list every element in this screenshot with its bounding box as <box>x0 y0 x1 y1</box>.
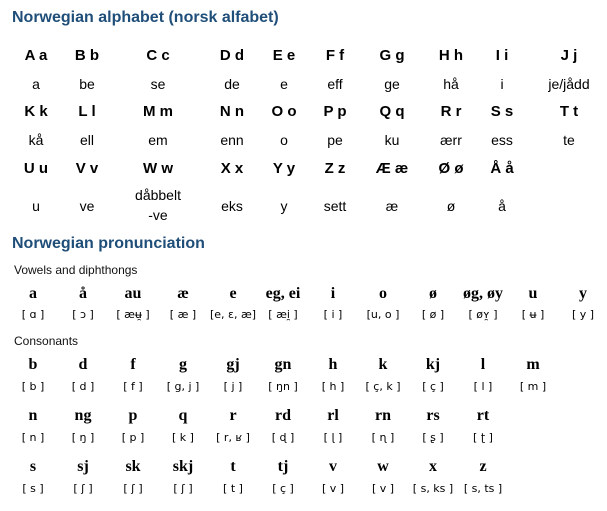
consonant-symbol: r <box>229 407 237 424</box>
vowels-label: Vowels and diphthongs <box>14 263 138 277</box>
alphabet-letter: Å å <box>490 160 514 177</box>
consonant-ipa: [ t ] <box>223 482 243 495</box>
alphabet-letter-name: ærr <box>440 132 462 148</box>
consonant-ipa: [ ç ] <box>272 482 294 495</box>
consonant-ipa: [ ʃ ] <box>173 482 193 495</box>
consonant-ipa: [ ʃ ] <box>123 482 143 495</box>
alphabet-letter-name: dåbbelt -ve <box>135 187 181 223</box>
consonant-symbol: sk <box>125 458 141 475</box>
consonants-label: Consonants <box>14 334 79 348</box>
alphabet-letter: I i <box>495 47 509 64</box>
alphabet-letter: S s <box>490 103 514 120</box>
consonant-ipa: [ f ] <box>123 380 143 393</box>
consonant-ipa: [ n ] <box>21 431 45 444</box>
vowel-ipa: [ æʉ̯ ] <box>116 308 150 321</box>
alphabet-letter: M m <box>143 103 173 120</box>
alphabet-letter-name: eff <box>327 76 343 92</box>
alphabet-letter-name: ø <box>446 198 456 214</box>
consonant-symbol: z <box>479 458 487 475</box>
consonant-symbol: rd <box>275 407 291 424</box>
vowel-symbol: i <box>330 285 336 302</box>
alphabet-letter: R r <box>440 103 462 120</box>
vowel-ipa: [ ø ] <box>421 308 445 321</box>
alphabet-letter-name: de <box>224 76 240 92</box>
consonant-symbol: l <box>480 356 486 373</box>
consonant-ipa: [ g, j ] <box>166 380 200 393</box>
consonant-ipa: [ k ] <box>172 431 194 444</box>
alphabet-letter-name: ess <box>491 132 513 148</box>
alphabet-letter-name: hå <box>443 76 459 92</box>
consonant-symbol: f <box>130 356 136 373</box>
alphabet-letter: P p <box>323 103 347 120</box>
alphabet-letter-name: ell <box>79 132 95 148</box>
consonant-ipa: [ d ] <box>71 380 95 393</box>
alphabet-letter-name: be <box>79 76 95 92</box>
consonant-symbol: s <box>29 458 37 475</box>
consonant-ipa: [ v ] <box>321 482 345 495</box>
consonant-ipa: [ p ] <box>121 431 145 444</box>
pronunciation-title: Norwegian pronunciation <box>12 235 205 252</box>
alphabet-letter: K k <box>24 103 48 120</box>
consonant-ipa: [ ʈ ] <box>473 431 493 444</box>
alphabet-letter: N n <box>219 103 245 120</box>
alphabet-letter: G g <box>379 47 405 64</box>
alphabet-letter-name: kå <box>28 132 44 148</box>
consonant-symbol: rl <box>327 407 339 424</box>
vowel-symbol: u <box>528 285 538 302</box>
consonant-ipa: [ j ] <box>223 380 243 393</box>
consonant-ipa: [ s ] <box>22 482 44 495</box>
vowel-symbol: øg, øy <box>463 285 503 302</box>
alphabet-letter-name: å <box>498 198 506 214</box>
alphabet-letter-name: æ <box>385 198 399 214</box>
consonant-ipa: [ ŋ ] <box>71 431 95 444</box>
consonant-ipa: [ s, ks ] <box>412 482 454 495</box>
consonant-symbol: rt <box>476 407 490 424</box>
consonant-ipa: [ l ] <box>473 380 493 393</box>
consonant-ipa: [ ɳ ] <box>371 431 395 444</box>
alphabet-letter: E e <box>272 47 296 64</box>
vowel-ipa: [ i ] <box>323 308 343 321</box>
consonant-ipa: [ ʂ ] <box>422 431 444 444</box>
consonant-symbol: b <box>28 356 38 373</box>
alphabet-letter-name: a <box>32 76 40 92</box>
vowel-ipa: [u, o ] <box>366 308 400 321</box>
consonant-symbol: sj <box>77 458 89 475</box>
alphabet-letter: W w <box>143 160 173 177</box>
alphabet-letter-name: pe <box>327 132 343 148</box>
alphabet-letter: D d <box>219 47 245 64</box>
consonant-symbol: v <box>329 458 337 475</box>
consonant-symbol: gn <box>274 356 292 373</box>
alphabet-letter-name: je/jådd <box>548 76 590 92</box>
consonant-symbol: p <box>128 407 138 424</box>
vowel-symbol: y <box>579 285 587 302</box>
consonant-symbol: g <box>179 356 187 373</box>
alphabet-letter: A a <box>24 47 48 64</box>
alphabet-letter: C c <box>146 47 170 64</box>
alphabet-letter: L l <box>78 103 96 120</box>
alphabet-letter-name: y <box>280 198 288 214</box>
alphabet-letter: X x <box>220 160 244 177</box>
alphabet-letter: Ø ø <box>438 160 464 177</box>
alphabet-letter-name: ge <box>384 76 400 92</box>
alphabet-letter: U u <box>23 160 49 177</box>
alphabet-letter-name: em <box>148 132 168 148</box>
alphabet-letter-name: enn <box>220 132 244 148</box>
vowel-ipa: [ ɔ ] <box>72 308 94 321</box>
alphabet-letter-name: sett <box>323 198 347 214</box>
vowel-symbol: o <box>379 285 387 302</box>
alphabet-letter-name: te <box>563 132 575 148</box>
vowel-ipa: [ y ] <box>571 308 595 321</box>
vowel-symbol: å <box>79 285 87 302</box>
alphabet-letter: Q q <box>379 103 405 120</box>
alphabet-letter: B b <box>74 47 100 64</box>
consonant-symbol: w <box>377 458 389 475</box>
alphabet-title: Norwegian alphabet (norsk alfabet) <box>12 9 279 26</box>
consonant-symbol: gj <box>226 356 240 373</box>
vowel-ipa: [ æi̯ ] <box>268 308 298 321</box>
alphabet-letter: V v <box>75 160 99 177</box>
alphabet-letter: Y y <box>272 160 296 177</box>
consonant-ipa: [ ç, k ] <box>365 380 401 393</box>
consonant-symbol: ng <box>74 407 92 424</box>
consonant-symbol: n <box>28 407 38 424</box>
consonant-symbol: rn <box>375 407 391 424</box>
alphabet-letter: J j <box>560 47 578 64</box>
consonant-symbol: rs <box>426 407 440 424</box>
consonant-symbol: kj <box>425 356 441 373</box>
consonant-symbol: d <box>78 356 88 373</box>
consonant-ipa: [ ʃ ] <box>73 482 93 495</box>
consonant-ipa: [ ɭ ] <box>323 431 343 444</box>
alphabet-letter-name: ku <box>384 132 400 148</box>
alphabet-letter-name: ve <box>79 198 95 214</box>
alphabet-letter-name: i <box>500 76 504 92</box>
vowel-ipa: [ øʏ̯ ] <box>468 308 498 321</box>
vowel-symbol: æ <box>177 285 189 302</box>
alphabet-letter-name: u <box>32 198 40 214</box>
consonant-ipa: [ b ] <box>21 380 45 393</box>
consonant-symbol: h <box>328 356 338 373</box>
vowel-ipa: [ æ ] <box>169 308 197 321</box>
vowel-ipa: [e, ɛ, æ] <box>209 308 257 321</box>
consonant-symbol: skj <box>172 458 194 475</box>
alphabet-letter: F f <box>325 47 345 64</box>
consonant-symbol: tj <box>277 458 289 475</box>
alphabet-letter-name: e <box>280 76 288 92</box>
alphabet-letter: H h <box>438 47 464 64</box>
consonant-ipa: [ s, ts ] <box>463 482 503 495</box>
alphabet-letter: Æ æ <box>375 160 409 177</box>
consonant-ipa: [ v ] <box>371 482 395 495</box>
vowel-ipa: [ ʉ ] <box>521 308 545 321</box>
alphabet-letter: Z z <box>324 160 346 177</box>
consonant-symbol: k <box>378 356 388 373</box>
consonant-ipa: [ ɖ ] <box>271 431 295 444</box>
vowel-symbol: eg, ei <box>265 285 301 302</box>
consonant-symbol: t <box>230 458 236 475</box>
consonant-ipa: [ ŋn ] <box>268 380 298 393</box>
alphabet-letter-name: o <box>280 132 288 148</box>
alphabet-letter-name: se <box>150 76 166 92</box>
vowel-ipa: [ ɑ ] <box>21 308 45 321</box>
consonant-symbol: q <box>178 407 188 424</box>
consonant-ipa: [ r, ʁ ] <box>216 431 250 444</box>
consonant-ipa: [ ç ] <box>422 380 444 393</box>
vowel-symbol: a <box>29 285 37 302</box>
vowel-symbol: au <box>124 285 142 302</box>
alphabet-letter-name: eks <box>221 198 243 214</box>
vowel-symbol: ø <box>429 285 437 302</box>
vowel-symbol: e <box>229 285 237 302</box>
consonant-symbol: m <box>526 356 540 373</box>
alphabet-letter: T t <box>559 103 579 120</box>
consonant-symbol: x <box>429 458 437 475</box>
consonant-ipa: [ h ] <box>321 380 345 393</box>
alphabet-letter: O o <box>271 103 297 120</box>
consonant-ipa: [ m ] <box>519 380 547 393</box>
